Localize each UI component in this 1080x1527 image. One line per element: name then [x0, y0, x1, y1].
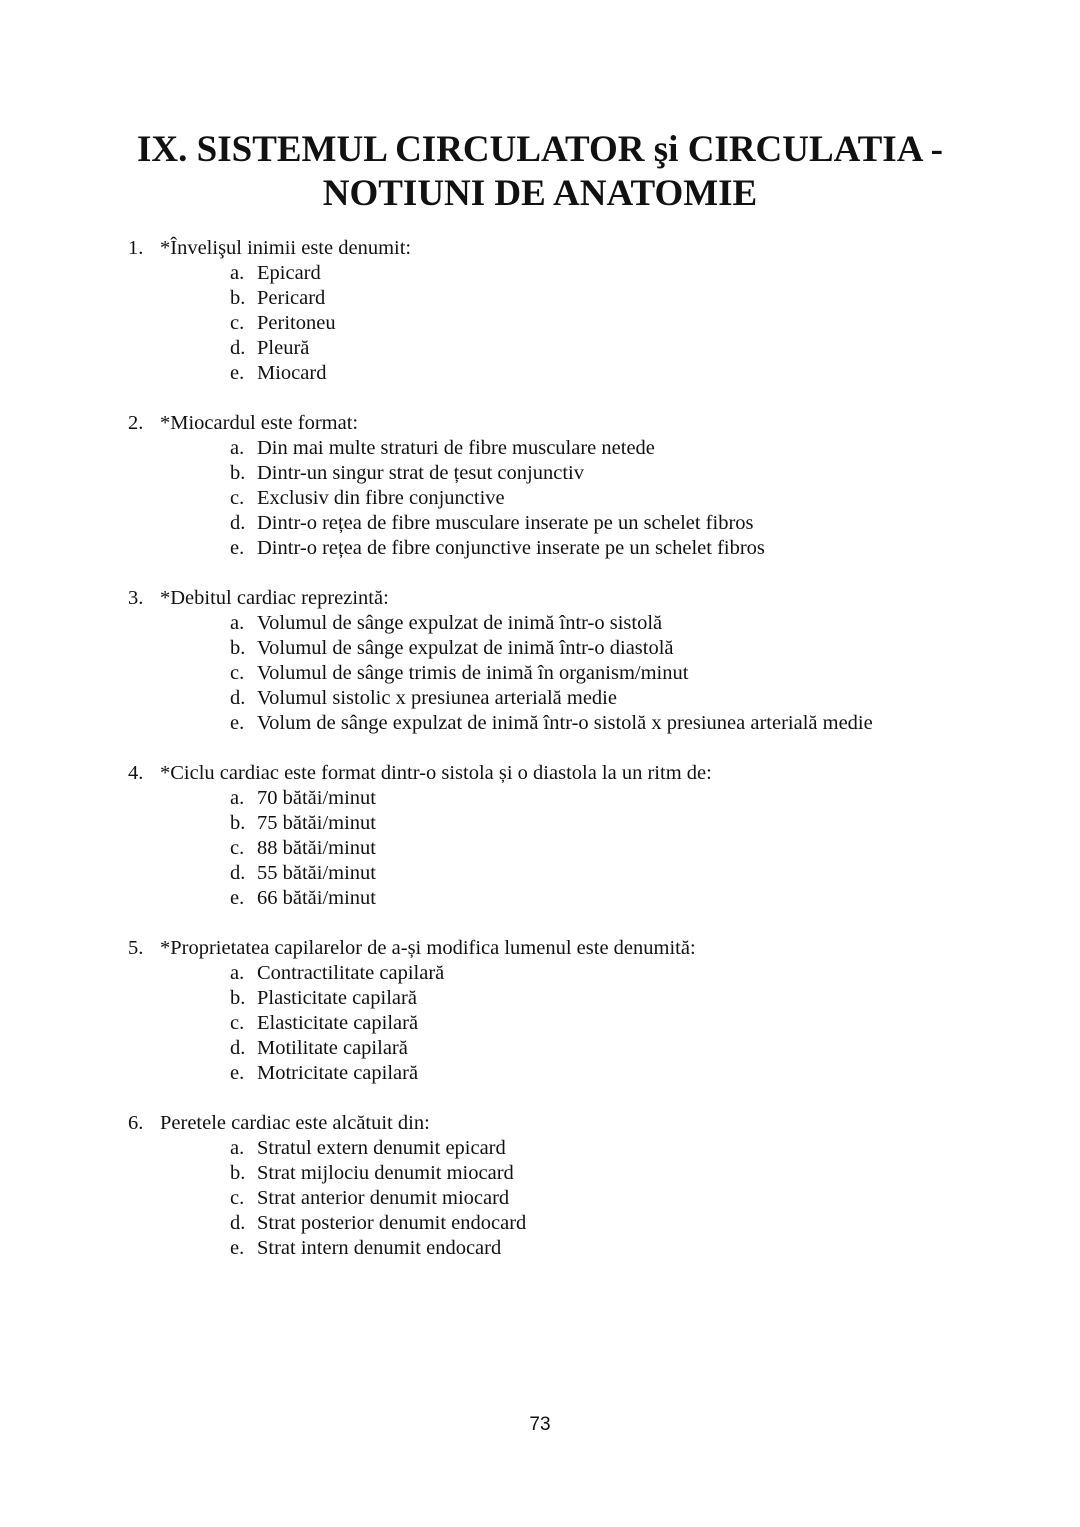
page-title-line-2: NOTIUNI DE ANATOMIE [322, 173, 758, 214]
option-list [128, 961, 1008, 1086]
option-letter: a. [230, 962, 245, 984]
option-e [230, 1061, 1008, 1086]
option-text: Epicard [257, 262, 321, 284]
option-b [230, 286, 1008, 311]
option-letter: c. [230, 837, 245, 859]
option-letter: c. [230, 312, 245, 334]
option-text: Motilitate capilară [257, 1037, 408, 1059]
question-text: *Debitul cardiac reprezintă: [160, 587, 389, 609]
option-list [128, 1136, 1008, 1261]
option-letter: c. [230, 487, 245, 509]
option-letter: a. [230, 787, 245, 809]
option-letter: a. [230, 262, 245, 284]
option-d [230, 686, 1008, 711]
option-letter: e. [230, 1237, 245, 1259]
question-4 [128, 761, 1008, 911]
option-letter: d. [230, 337, 246, 359]
question-number: 1. [128, 237, 144, 259]
page-number: 73 [529, 1414, 551, 1435]
option-text: Elasticitate capilară [257, 1012, 419, 1034]
option-text: 75 bătăi/minut [257, 812, 376, 834]
option-letter: e. [230, 887, 245, 909]
option-letter: a. [230, 1137, 245, 1159]
option-e [230, 711, 1008, 736]
question-text: *Miocardul este format: [160, 412, 359, 434]
option-list [128, 611, 1008, 736]
option-text: Strat posterior denumit endocard [257, 1212, 527, 1234]
option-text: Strat mijlociu denumit miocard [257, 1162, 514, 1184]
option-letter: b. [230, 987, 246, 1009]
option-text: Contractilitate capilară [257, 962, 445, 984]
option-letter: d. [230, 512, 246, 534]
option-c [230, 311, 1008, 336]
option-d [230, 861, 1008, 886]
page-title-line-1: IX. SISTEMUL CIRCULATOR şi CIRCULATIA - [137, 129, 943, 170]
option-c [230, 661, 1008, 686]
option-b [230, 1161, 1008, 1186]
option-a [230, 1136, 1008, 1161]
option-text: Volumul de sânge expulzat de inimă într-o sistolă [257, 612, 663, 634]
option-text: Volumul sistolic x presiunea arterială medie [257, 687, 617, 709]
question-stem [128, 411, 1008, 436]
option-e [230, 1236, 1008, 1261]
question-2 [128, 411, 1008, 561]
option-letter: e. [230, 362, 245, 384]
question-6 [128, 1111, 1008, 1261]
option-letter: c. [230, 662, 245, 684]
option-a [230, 436, 1008, 461]
option-letter: b. [230, 812, 246, 834]
question-5 [128, 936, 1008, 1086]
question-list [128, 236, 1008, 1286]
question-stem [128, 586, 1008, 611]
option-letter: c. [230, 1187, 245, 1209]
option-d [230, 511, 1008, 536]
option-d [230, 1211, 1008, 1236]
option-letter: b. [230, 637, 246, 659]
option-c [230, 1011, 1008, 1036]
option-letter: d. [230, 687, 246, 709]
option-c [230, 836, 1008, 861]
option-a [230, 261, 1008, 286]
option-b [230, 811, 1008, 836]
option-letter: d. [230, 1037, 246, 1059]
option-text: Dintr-o rețea de fibre musculare inserate pe un schelet fibros [257, 512, 754, 534]
option-e [230, 886, 1008, 911]
option-text: Peritoneu [257, 312, 336, 334]
option-text: Volumul de sânge expulzat de inimă într-o diastolă [257, 637, 674, 659]
option-letter: c. [230, 1012, 245, 1034]
question-text: *Ciclu cardiac este format dintr-o sistola și o diastola la un ritm de: [160, 762, 712, 784]
option-text: Pericard [257, 287, 326, 309]
question-stem [128, 761, 1008, 786]
option-list [128, 786, 1008, 911]
option-text: Dintr-o rețea de fibre conjunctive inserate pe un schelet fibros [257, 537, 765, 559]
option-text: Motricitate capilară [257, 1062, 419, 1084]
option-c [230, 486, 1008, 511]
question-number: 3. [128, 587, 144, 609]
page-title [0, 128, 1080, 216]
question-stem [128, 1111, 1008, 1136]
option-a [230, 611, 1008, 636]
option-b [230, 461, 1008, 486]
question-text: *Proprietatea capilarelor de a-și modifica lumenul este denumită: [160, 937, 696, 959]
option-text: 88 bătăi/minut [257, 837, 376, 859]
option-letter: a. [230, 612, 245, 634]
option-letter: e. [230, 1062, 245, 1084]
option-letter: e. [230, 537, 245, 559]
option-text: Strat intern denumit endocard [257, 1237, 502, 1259]
option-b [230, 636, 1008, 661]
option-letter: d. [230, 862, 246, 884]
option-text: Strat anterior denumit miocard [257, 1187, 510, 1209]
option-d [230, 336, 1008, 361]
option-text: 55 bătăi/minut [257, 862, 376, 884]
option-text: Exclusiv din fibre conjunctive [257, 487, 505, 509]
option-text: Din mai multe straturi de fibre musculare netede [257, 437, 655, 459]
option-letter: b. [230, 462, 246, 484]
option-text: Stratul extern denumit epicard [257, 1137, 506, 1159]
option-text: Miocard [257, 362, 327, 384]
option-letter: b. [230, 1162, 246, 1184]
option-a [230, 961, 1008, 986]
question-number: 2. [128, 412, 144, 434]
option-letter: a. [230, 437, 245, 459]
question-number: 5. [128, 937, 144, 959]
option-text: Volumul de sânge trimis de inimă în organism/minut [257, 662, 689, 684]
question-number: 6. [128, 1112, 144, 1134]
question-stem [128, 236, 1008, 261]
question-1 [128, 236, 1008, 386]
option-list [128, 436, 1008, 561]
option-list [128, 261, 1008, 386]
question-stem [128, 936, 1008, 961]
question-text: Peretele cardiac este alcătuit din: [160, 1112, 430, 1134]
option-b [230, 986, 1008, 1011]
question-number: 4. [128, 762, 144, 784]
option-e [230, 361, 1008, 386]
question-3 [128, 586, 1008, 736]
option-text: 66 bătăi/minut [257, 887, 376, 909]
option-e [230, 536, 1008, 561]
option-text: Volum de sânge expulzat de inimă într-o sistolă x presiunea arterială medie [257, 712, 873, 734]
option-text: Plasticitate capilară [257, 987, 417, 1009]
option-letter: b. [230, 287, 246, 309]
option-a [230, 786, 1008, 811]
option-c [230, 1186, 1008, 1211]
option-letter: d. [230, 1212, 246, 1234]
question-text: *Învelişul inimii este denumit: [160, 237, 412, 259]
option-d [230, 1036, 1008, 1061]
option-text: Pleură [257, 337, 310, 359]
option-text: Dintr-un singur strat de țesut conjunctiv [257, 462, 584, 484]
option-letter: e. [230, 712, 245, 734]
option-text: 70 bătăi/minut [257, 787, 376, 809]
